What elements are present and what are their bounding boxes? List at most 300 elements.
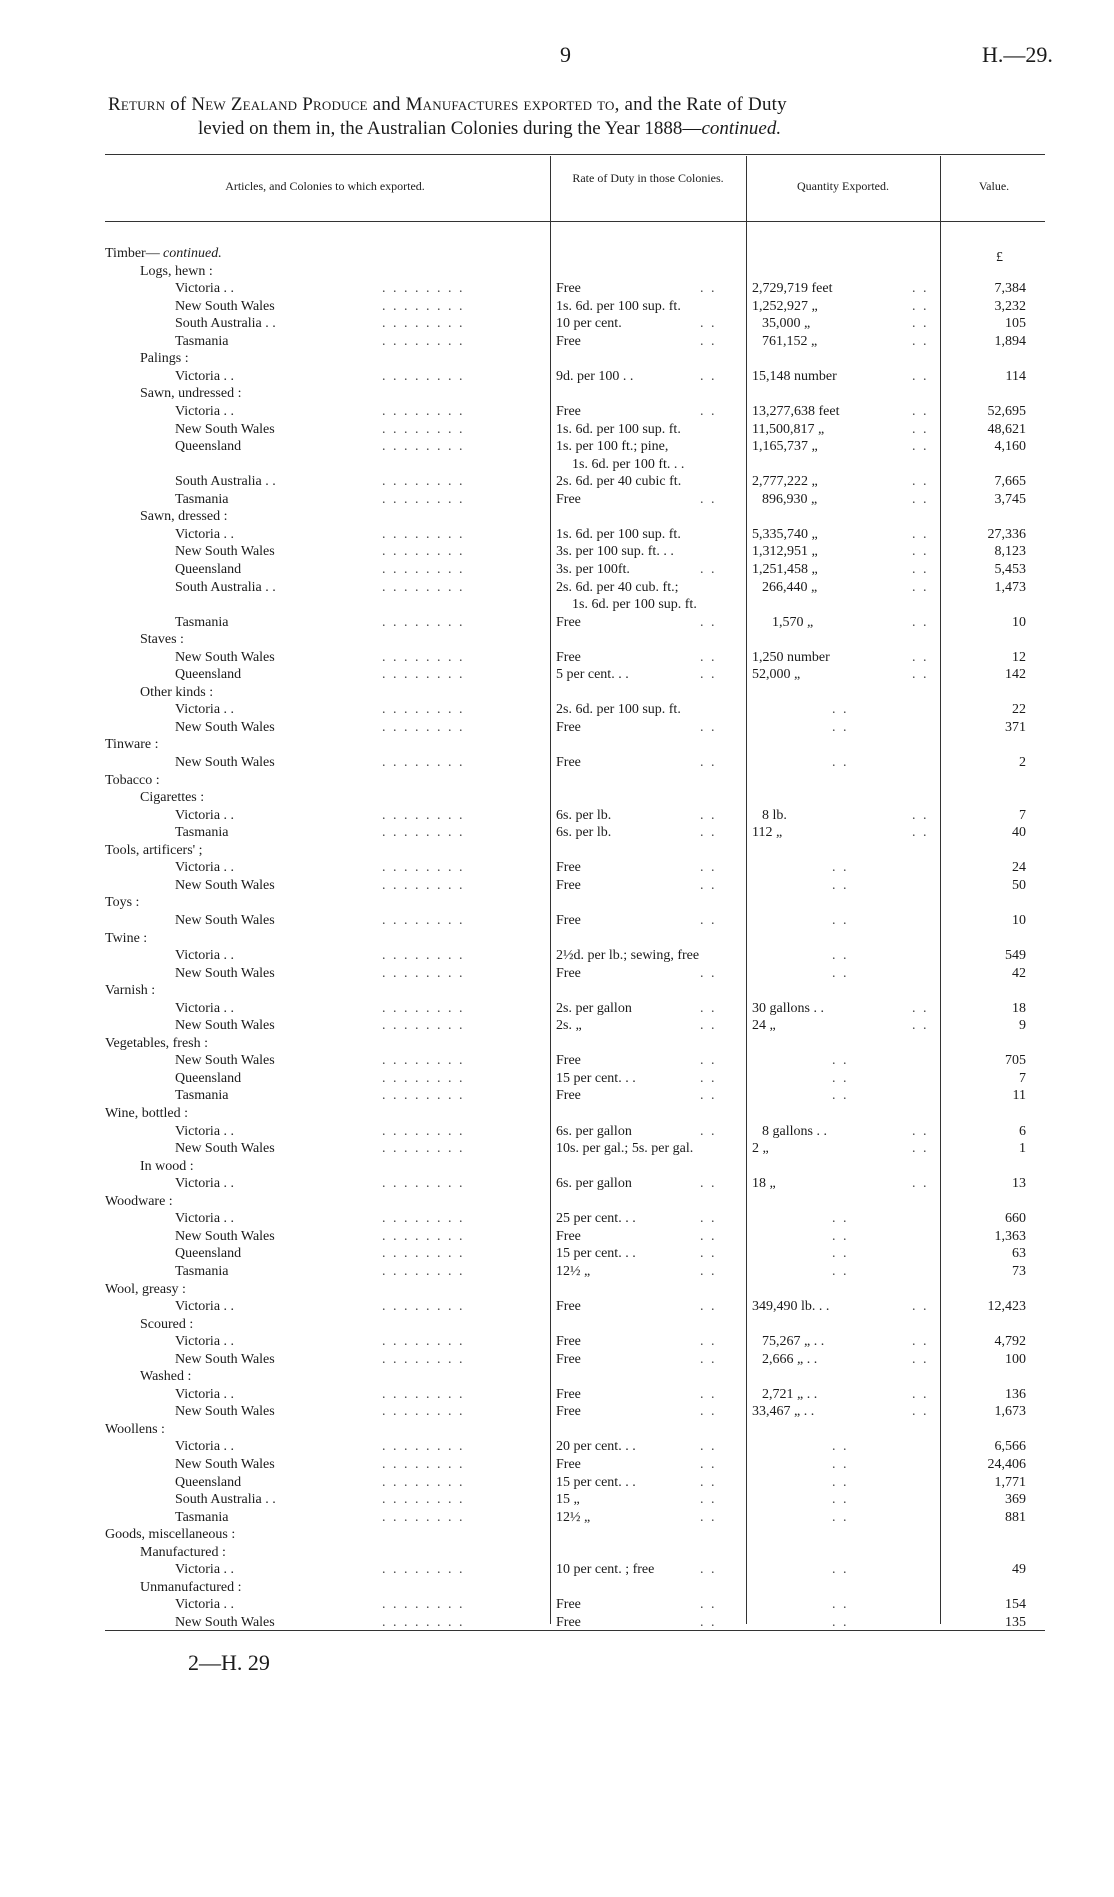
rate-leader-dots: . . <box>700 860 717 876</box>
quantity-exported: . . <box>832 1492 849 1507</box>
rate-of-duty: 12½ „ <box>556 1509 591 1525</box>
quantity-exported: 11,500,817 „ <box>752 421 825 437</box>
footer-reference: 2—H. 29 <box>188 1650 270 1675</box>
rate-leader-dots: . . <box>700 1562 717 1578</box>
article-label-italic: continued. <box>163 246 222 261</box>
quantity-leader-dots: . . <box>912 544 929 560</box>
rate-of-duty: Free <box>556 1299 581 1314</box>
rate-of-duty: 10 per cent. <box>556 316 622 332</box>
article-label: New South Wales <box>175 1053 275 1069</box>
leader-dots: . . . . . . . . <box>382 1597 465 1613</box>
article-label: South Australia . . <box>175 316 276 332</box>
leader-dots: . . . . . . . . <box>382 526 465 542</box>
rate-leader-dots: . . <box>700 1018 717 1034</box>
table-row <box>0 1053 1114 1071</box>
table-row <box>0 369 1114 387</box>
rate-leader-dots: . . <box>700 825 717 841</box>
rate-of-duty: Free <box>556 404 581 419</box>
table-row <box>0 1001 1114 1019</box>
rate-leader-dots: . . <box>700 316 717 332</box>
title-word-nz: New Zealand Produce <box>191 94 368 115</box>
leader-dots: . . . . . . . . <box>382 333 465 349</box>
article-label: New South Wales <box>175 1614 275 1630</box>
table-row <box>0 878 1114 896</box>
rate-leader-dots: . . <box>700 1509 717 1525</box>
value-pounds: 22 <box>1012 702 1026 718</box>
quantity-leader-dots: . . <box>912 1018 929 1034</box>
table-row <box>0 1439 1114 1457</box>
header-articles: Articles, and Colonies to which exported. <box>225 179 425 193</box>
title-word-manufactures: Manufactures exported to <box>405 94 615 115</box>
rate-leader-dots: . . <box>700 912 717 928</box>
rate-of-duty: 15 per cent. . . <box>556 1246 636 1262</box>
article-label: New South Wales <box>175 649 275 665</box>
table-row <box>0 1071 1114 1089</box>
rate-of-duty: 15 „ <box>556 1492 580 1507</box>
rate-leader-dots: . . <box>700 807 717 823</box>
leader-dots: . . . . . . . . <box>382 1053 465 1069</box>
table-row <box>0 790 1114 808</box>
value-pounds: 1,473 <box>994 579 1026 595</box>
leader-dots: . . . . . . . . <box>382 1000 465 1016</box>
leader-dots: . . . . . . . . <box>382 404 465 419</box>
article-label: Queensland <box>175 1246 242 1262</box>
quantity-leader-dots: . . <box>912 825 929 841</box>
article-label: New South Wales <box>175 1457 275 1472</box>
rate-leader-dots: . . <box>700 1492 717 1507</box>
rate-leader-dots: . . <box>700 965 717 981</box>
value-pounds: 135 <box>1005 1614 1026 1630</box>
leader-dots: . . . . . . . . <box>382 965 465 981</box>
table-row <box>0 1545 1114 1563</box>
quantity-exported: 30 gallons . . <box>752 1000 824 1016</box>
rate-of-duty: 1s. 6d. per 100 sup. ft. <box>572 597 697 612</box>
rate-leader-dots: . . <box>700 667 717 683</box>
leader-dots: . . . . . . . . <box>382 1404 465 1420</box>
value-pounds: 10 <box>1012 912 1026 928</box>
table-row <box>0 1475 1114 1493</box>
article-label: Queensland <box>175 1070 242 1086</box>
article-label: New South Wales <box>175 877 275 893</box>
value-pounds: 136 <box>1005 1386 1026 1402</box>
leader-dots: . . . . . . . . <box>382 755 465 770</box>
leader-dots: . . . . . . . . <box>382 544 465 560</box>
table-row <box>0 299 1114 317</box>
quantity-exported: 35,000 „ <box>762 316 811 332</box>
leader-dots: . . . . . . . . <box>382 667 465 683</box>
article-label: Varnish : <box>105 983 156 999</box>
leader-dots: . . . . . . . . <box>382 1141 465 1157</box>
quantity-leader-dots: . . <box>912 1176 929 1192</box>
rate-of-duty: 3s. per 100 sup. ft. . . <box>556 544 674 560</box>
table-row <box>0 1580 1114 1598</box>
page-reference: H.—29. <box>982 42 1053 67</box>
article-label: Manufactured : <box>140 1544 226 1560</box>
value-pounds: 705 <box>1005 1053 1026 1069</box>
quantity-leader-dots: . . <box>912 561 929 577</box>
quantity-leader-dots: . . <box>912 1299 929 1314</box>
rate-of-duty: 2s. 6d. per 40 cubic ft. <box>556 474 682 490</box>
quantity-exported: 18 „ <box>752 1176 776 1192</box>
table-row <box>0 1282 1114 1300</box>
rate-of-duty: Free <box>556 755 581 770</box>
leader-dots: . . . . . . . . <box>382 702 465 718</box>
value-pounds: 369 <box>1005 1492 1026 1507</box>
leader-dots: . . . . . . . . <box>382 316 465 332</box>
value-pounds: 50 <box>1012 877 1026 893</box>
quantity-exported: . . <box>832 1439 849 1455</box>
article-label: Woollens : <box>105 1421 165 1437</box>
value-pounds: 100 <box>1005 1351 1026 1367</box>
quantity-leader-dots: . . <box>912 667 929 683</box>
value-pounds: 1,894 <box>994 333 1026 349</box>
rate-leader-dots: . . <box>700 1228 717 1244</box>
rate-of-duty: 2½d. per lb.; sewing, free <box>556 948 700 963</box>
quantity-leader-dots: . . <box>912 1404 929 1420</box>
table-row <box>0 351 1114 369</box>
rate-of-duty: Free <box>556 877 581 893</box>
leader-dots: . . . . . . . . <box>382 1351 465 1367</box>
quantity-leader-dots: . . <box>912 316 929 332</box>
article-label: New South Wales <box>175 912 275 928</box>
table-row <box>0 1387 1114 1405</box>
rate-leader-dots: . . <box>700 1246 717 1262</box>
quantity-exported: 2,777,222 „ <box>752 474 818 490</box>
quantity-exported: 2,721 „ . . <box>762 1386 818 1402</box>
table-row <box>0 264 1114 282</box>
article-label: Wine, bottled : <box>105 1106 189 1121</box>
table-row <box>0 1088 1114 1106</box>
rate-leader-dots: . . <box>700 719 717 735</box>
quantity-exported: 33,467 „ . . <box>752 1404 815 1420</box>
leader-dots: . . . . . . . . <box>382 298 465 314</box>
table-row <box>0 1597 1114 1615</box>
article-label: Staves : <box>140 632 184 648</box>
rate-leader-dots: . . <box>700 1299 717 1314</box>
quantity-exported: . . <box>832 1597 849 1613</box>
rate-leader-dots: . . <box>700 281 717 297</box>
leader-dots: . . . . . . . . <box>382 912 465 928</box>
quantity-exported: 1,250 number <box>752 649 830 665</box>
value-pounds: 12,423 <box>987 1299 1026 1314</box>
article-label: Victoria . . <box>175 1176 235 1192</box>
quantity-exported: 266,440 „ <box>762 579 818 595</box>
table-row <box>0 720 1114 738</box>
article-label: Other kinds : <box>140 684 214 700</box>
value-pounds: 105 <box>1005 316 1026 332</box>
quantity-leader-dots: . . <box>912 1386 929 1402</box>
rate-leader-dots: . . <box>700 1597 717 1613</box>
rate-of-duty: 2s. 6d. per 100 sup. ft. <box>556 702 681 718</box>
quantity-exported: . . <box>832 702 849 718</box>
leader-dots: . . . . . . . . <box>382 1299 465 1314</box>
value-pounds: 5,453 <box>994 561 1026 577</box>
article-label: New South Wales <box>175 1228 275 1244</box>
table-row <box>0 1246 1114 1264</box>
title-word-return: Return <box>108 94 166 115</box>
article-label: New South Wales <box>175 719 275 735</box>
article-label: Tasmania <box>175 614 229 630</box>
value-pounds: 371 <box>1005 719 1026 735</box>
value-pounds: 154 <box>1005 1597 1026 1613</box>
table-row <box>0 773 1114 791</box>
article-label: In wood : <box>140 1158 194 1174</box>
quantity-leader-dots: . . <box>912 474 929 490</box>
quantity-exported: 112 „ <box>752 825 783 841</box>
rate-of-duty: 6s. per lb. <box>556 807 612 823</box>
leader-dots: . . . . . . . . <box>382 439 465 455</box>
rate-leader-dots: . . <box>700 877 717 893</box>
article-label: Queensland <box>175 1474 242 1490</box>
article-label: South Australia . . <box>175 1492 276 1507</box>
rate-of-duty: 1s. 6d. per 100 sup. ft. <box>556 421 681 437</box>
quantity-leader-dots: . . <box>912 421 929 437</box>
value-pounds: 8,123 <box>994 544 1026 560</box>
value-pounds: 9 <box>1019 1018 1026 1034</box>
table-row <box>0 1369 1114 1387</box>
rate-of-duty: 2s. „ <box>556 1018 582 1034</box>
rate-leader-dots: . . <box>700 1070 717 1086</box>
table-row <box>0 527 1114 545</box>
leader-dots: . . . . . . . . <box>382 1614 465 1630</box>
article-label: Twine : <box>105 930 148 946</box>
table-row <box>0 246 1114 264</box>
leader-dots: . . . . . . . . <box>382 877 465 893</box>
table-row <box>0 1211 1114 1229</box>
quantity-exported: 896,930 „ <box>762 491 818 507</box>
value-pounds: 660 <box>1005 1211 1026 1227</box>
table-row <box>0 1176 1114 1194</box>
quantity-leader-dots: . . <box>912 368 929 384</box>
article-label: Victoria . . <box>175 1597 235 1613</box>
rate-of-duty: Free <box>556 965 581 981</box>
rate-leader-dots: . . <box>700 1053 717 1069</box>
quantity-exported: . . <box>832 860 849 876</box>
table-row <box>0 1194 1114 1212</box>
table-row <box>0 860 1114 878</box>
value-pounds: 1,771 <box>994 1474 1026 1490</box>
leader-dots: . . . . . . . . <box>382 1263 465 1279</box>
table-row <box>0 913 1114 931</box>
quantity-exported: . . <box>832 1457 849 1472</box>
leader-dots: . . . . . . . . <box>382 1334 465 1350</box>
article-label: Victoria . . <box>175 1299 235 1314</box>
rate-of-duty: Free <box>556 1457 581 1472</box>
rate-leader-dots: . . <box>700 1474 717 1490</box>
article-label: Tasmania <box>175 1263 229 1279</box>
quantity-leader-dots: . . <box>912 1123 929 1139</box>
article-label: Victoria . . <box>175 1334 235 1350</box>
table-row <box>0 667 1114 685</box>
quantity-leader-dots: . . <box>912 1351 929 1367</box>
quantity-exported: . . <box>832 1562 849 1578</box>
leader-dots: . . . . . . . . <box>382 368 465 384</box>
table-row <box>0 1492 1114 1510</box>
rate-of-duty: 10 per cent. ; free <box>556 1562 655 1578</box>
rate-leader-dots: . . <box>700 1088 717 1104</box>
rate-of-duty: Free <box>556 333 581 349</box>
rate-of-duty: 20 per cent. . . <box>556 1439 636 1455</box>
quantity-exported: 52,000 „ <box>752 667 801 683</box>
rate-of-duty: 1s. 6d. per 100 sup. ft. <box>556 526 681 542</box>
table-row <box>0 755 1114 773</box>
leader-dots: . . . . . . . . <box>382 1246 465 1262</box>
quantity-exported: . . <box>832 719 849 735</box>
article-label: Tobacco : <box>105 772 160 788</box>
quantity-exported: 1,165,737 „ <box>752 439 818 455</box>
table-row <box>0 1615 1114 1633</box>
value-pounds: 549 <box>1005 948 1026 963</box>
table-row <box>0 334 1114 352</box>
article-label: Tasmania <box>175 491 229 507</box>
quantity-exported: 1,570 „ <box>772 614 814 630</box>
value-pounds: 7,384 <box>994 281 1026 297</box>
table-row <box>0 843 1114 861</box>
quantity-leader-dots: . . <box>912 1334 929 1350</box>
rate-leader-dots: . . <box>700 614 717 630</box>
leader-dots: . . . . . . . . <box>382 1070 465 1086</box>
quantity-leader-dots: . . <box>912 649 929 665</box>
article-label: Victoria . . <box>175 1439 235 1455</box>
rate-leader-dots: . . <box>700 649 717 665</box>
rate-of-duty: 1s. 6d. per 100 ft. . . <box>572 456 685 472</box>
quantity-leader-dots: . . <box>912 298 929 314</box>
table-row <box>0 1036 1114 1054</box>
table-row <box>0 1106 1114 1124</box>
leader-dots: . . . . . . . . <box>382 1492 465 1507</box>
table-row <box>0 1317 1114 1335</box>
header-rate: Rate of Duty in those Colonies. <box>572 171 724 185</box>
article-label: Wool, greasy : <box>105 1281 186 1297</box>
article-label: Victoria . . <box>175 1211 235 1227</box>
leader-dots: . . . . . . . . <box>382 1176 465 1192</box>
leader-dots: . . . . . . . . <box>382 1474 465 1490</box>
leader-dots: . . . . . . . . <box>382 948 465 963</box>
rate-of-duty: 6s. per gallon <box>556 1176 632 1192</box>
table-row <box>0 983 1114 1001</box>
article-label: Victoria . . <box>175 1000 235 1016</box>
rate-of-duty: Free <box>556 1404 581 1420</box>
value-pounds: 52,695 <box>987 404 1026 419</box>
table-row <box>0 439 1114 457</box>
article-label: Tasmania <box>175 333 229 349</box>
table-row <box>0 1141 1114 1159</box>
leader-dots: . . . . . . . . <box>382 807 465 823</box>
quantity-exported: . . <box>832 948 849 963</box>
rate-of-duty: 25 per cent. . . <box>556 1211 636 1227</box>
value-pounds: 13 <box>1012 1176 1026 1192</box>
table-row <box>0 1264 1114 1282</box>
quantity-leader-dots: . . <box>912 439 929 455</box>
rate-leader-dots: . . <box>700 491 717 507</box>
value-pounds: 2 <box>1019 755 1026 770</box>
article-label: South Australia . . <box>175 579 276 595</box>
quantity-exported: . . <box>832 1614 849 1630</box>
rate-of-duty: 3s. per 100ft. <box>556 561 630 577</box>
article-label: New South Wales <box>175 544 275 560</box>
leader-dots: . . . . . . . . <box>382 561 465 577</box>
article-label: New South Wales <box>175 1404 275 1420</box>
value-pounds: 114 <box>1005 368 1026 384</box>
rate-leader-dots: . . <box>700 1386 717 1402</box>
quantity-exported: 1,251,458 „ <box>752 561 818 577</box>
quantity-exported: 13,277,638 feet <box>752 404 840 419</box>
rate-leader-dots: . . <box>700 404 717 419</box>
table-row <box>0 544 1114 562</box>
quantity-leader-dots: . . <box>912 281 929 297</box>
rate-of-duty: Free <box>556 719 581 735</box>
value-pounds: 6,566 <box>994 1439 1026 1455</box>
currency-symbol: £ <box>996 250 1003 265</box>
leader-dots: . . . . . . . . <box>382 860 465 876</box>
rate-of-duty: 6s. per gallon <box>556 1123 632 1139</box>
article-label: New South Wales <box>175 1141 275 1157</box>
quantity-exported: . . <box>832 1228 849 1244</box>
article-label: South Australia . . <box>175 474 276 490</box>
quantity-exported: 349,490 lb. . . <box>752 1299 830 1314</box>
article-label: Victoria . . <box>175 807 235 823</box>
value-pounds: 73 <box>1012 1263 1026 1279</box>
rate-of-duty: Free <box>556 614 581 630</box>
table-row <box>0 457 1114 475</box>
quantity-exported: 5,335,740 „ <box>752 526 818 542</box>
leader-dots: . . . . . . . . <box>382 491 465 507</box>
rate-of-duty: 2s. per gallon <box>556 1000 632 1016</box>
leader-dots: . . . . . . . . <box>382 1457 465 1472</box>
quantity-leader-dots: . . <box>912 404 929 419</box>
rate-leader-dots: . . <box>700 561 717 577</box>
rate-of-duty: 15 per cent. . . <box>556 1474 636 1490</box>
rate-of-duty: 10s. per gal.; 5s. per gal. <box>556 1141 694 1157</box>
leader-dots: . . . . . . . . <box>382 579 465 595</box>
rate-leader-dots: . . <box>700 1211 717 1227</box>
quantity-exported: . . <box>832 1509 849 1525</box>
leader-dots: . . . . . . . . <box>382 1018 465 1034</box>
rate-of-duty: Free <box>556 281 581 297</box>
table-row <box>0 1124 1114 1142</box>
quantity-exported: 2,729,719 feet <box>752 281 833 297</box>
table-row <box>0 685 1114 703</box>
article-label: Goods, miscellaneous : <box>105 1527 236 1543</box>
quantity-exported: . . <box>832 1053 849 1069</box>
table-row <box>0 1352 1114 1370</box>
value-pounds: 63 <box>1012 1246 1026 1262</box>
table-row <box>0 1422 1114 1440</box>
table-row <box>0 580 1114 598</box>
value-pounds: 11 <box>1012 1088 1026 1104</box>
value-pounds: 3,745 <box>994 491 1026 507</box>
table-row <box>0 474 1114 492</box>
leader-dots: . . . . . . . . <box>382 1228 465 1244</box>
value-pounds: 3,232 <box>994 298 1026 314</box>
quantity-exported: 2,666 „ . . <box>762 1351 818 1367</box>
leader-dots: . . . . . . . . <box>382 1088 465 1104</box>
rate-of-duty: 15 per cent. . . <box>556 1070 636 1086</box>
table-row <box>0 1229 1114 1247</box>
article-label: Cigarettes : <box>140 790 205 806</box>
article-label: New South Wales <box>175 1351 275 1367</box>
leader-dots: . . . . . . . . <box>382 649 465 665</box>
rate-of-duty: Free <box>556 860 581 876</box>
title-part-1: of <box>165 94 192 115</box>
article-label: Tasmania <box>175 1509 229 1525</box>
rate-leader-dots: . . <box>700 1404 717 1420</box>
table-row <box>0 492 1114 510</box>
value-pounds: 881 <box>1005 1509 1026 1525</box>
article-label: Woodware : <box>105 1193 173 1209</box>
rate-leader-dots: . . <box>700 1123 717 1139</box>
quantity-exported: 2 „ <box>752 1141 769 1157</box>
